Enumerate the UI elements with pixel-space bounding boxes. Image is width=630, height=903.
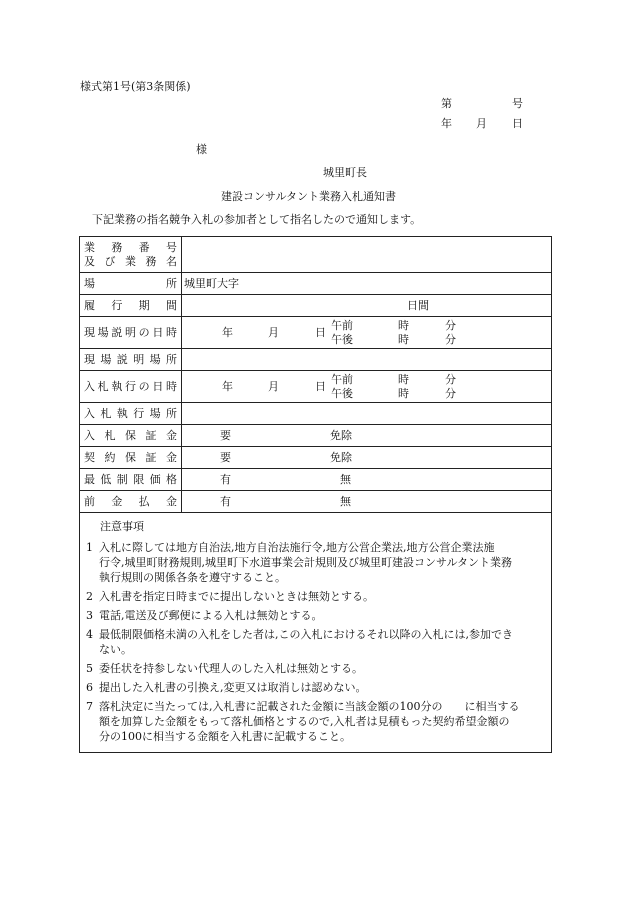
note-text: 電話,電送及び郵便による入札は無効とする。 — [99, 609, 323, 622]
table-row-work-number — [80, 237, 552, 273]
issuer-name: 城里町長 — [323, 166, 367, 179]
table-row-notes — [80, 513, 552, 753]
intro-text: 下記業務の指名競争入札の参加者として指名したので通知します。 — [92, 213, 422, 226]
place-value: 城里町大字 — [184, 277, 239, 290]
table-row-advance — [80, 491, 552, 513]
document-title: 建設コンサルタント業務入札通知書 — [221, 190, 397, 203]
briefing-place-label: 現場説明場所 — [84, 352, 177, 366]
bid-am-minute: 分 — [445, 373, 456, 386]
table-row-briefing-datetime — [80, 317, 552, 349]
note-item — [86, 680, 545, 695]
note-text: 入札書を指定日時までに提出しないときは無効とする。 — [99, 590, 374, 603]
min-price-yes[interactable]: 有 — [220, 473, 231, 486]
bid-pm-hour: 時 — [398, 387, 409, 400]
period-unit: 日間 — [407, 299, 429, 312]
note-number: 2 — [86, 590, 93, 603]
note-text: 委任状を持参しない代理人のした入札は無効とする。 — [99, 662, 363, 675]
briefing-place-value[interactable] — [182, 349, 552, 371]
min-price-no[interactable]: 無 — [340, 473, 351, 486]
bid-year: 年 — [222, 380, 233, 393]
table-row-period — [80, 295, 552, 317]
table-row-place — [80, 273, 552, 295]
notes-heading: 注意事項 — [100, 520, 144, 533]
advance-no[interactable]: 無 — [340, 495, 351, 508]
bid-notice-table — [79, 236, 552, 753]
briefing-pm: 午後 — [331, 333, 353, 346]
advance-label: 前金払金 — [84, 494, 177, 508]
contract-bond-required[interactable]: 要 — [220, 451, 231, 464]
bid-bond-label: 入札保証金 — [84, 428, 177, 442]
bid-pm: 午後 — [331, 387, 353, 400]
date-day: 日 — [512, 117, 523, 130]
date-month: 月 — [476, 117, 487, 130]
advance-yes[interactable]: 有 — [220, 495, 231, 508]
place-label: 場所 — [84, 276, 177, 290]
bid-pm-minute: 分 — [445, 387, 456, 400]
bid-am: 午前 — [331, 373, 353, 386]
briefing-day: 日 — [315, 326, 326, 339]
table-row-contract-bond — [80, 447, 552, 469]
note-number: 4 — [86, 628, 93, 641]
note-text: 最低制限価格未満の入札をした者は,この入札におけるそれ以降の入札には,参加でき ない。 — [99, 628, 513, 656]
form-number-label: 様式第1号(第3条関係) — [80, 80, 191, 93]
note-item — [86, 589, 545, 604]
briefing-year: 年 — [222, 326, 233, 339]
briefing-am-minute: 分 — [445, 319, 456, 332]
note-text: 提出した入札書の引換え,変更又は取消しは認めない。 — [99, 681, 367, 694]
min-price-label: 最低制限価格 — [84, 472, 177, 486]
bid-day: 日 — [315, 380, 326, 393]
work-number-value[interactable] — [182, 237, 552, 273]
period-label: 履行期間 — [84, 298, 177, 312]
note-item — [86, 699, 545, 744]
table-row-min-price — [80, 469, 552, 491]
contract-bond-exempt[interactable]: 免除 — [330, 451, 352, 464]
briefing-datetime-label: 現場説明の日時 — [84, 325, 177, 339]
bid-place-value[interactable] — [182, 403, 552, 425]
briefing-am-hour: 時 — [398, 319, 409, 332]
briefing-am: 午前 — [331, 319, 353, 332]
bid-place-label: 入札執行場所 — [84, 406, 177, 420]
table-row-bid-datetime — [80, 371, 552, 403]
document-number-dai: 第 — [441, 97, 452, 110]
work-name-label: 及び業務名 — [84, 254, 177, 268]
note-item — [86, 608, 545, 623]
date-year: 年 — [441, 117, 452, 130]
note-number: 7 — [86, 700, 93, 713]
note-item — [86, 540, 545, 585]
note-item — [86, 661, 545, 676]
table-row-briefing-place — [80, 349, 552, 371]
work-number-label: 業務番号 — [84, 240, 177, 254]
note-number: 1 — [86, 541, 93, 554]
table-row-bid-bond — [80, 425, 552, 447]
bid-am-hour: 時 — [398, 373, 409, 386]
note-number: 6 — [86, 681, 93, 694]
bid-bond-required[interactable]: 要 — [220, 429, 231, 442]
contract-bond-label: 契約保証金 — [84, 450, 177, 464]
note-item — [86, 627, 545, 657]
note-text: 落札決定に当たっては,入札書に記載された金額に当該金額の100分の に相当する 額を加算した金額をもって落札価格とするので,入札者は見積もった契約希望金額の 分の100に相当する金額を入札書に記載すること。 — [99, 700, 520, 743]
addressee-honorific: 様 — [196, 143, 207, 156]
notes-section — [80, 513, 552, 753]
note-number: 3 — [86, 609, 93, 622]
note-number: 5 — [86, 662, 93, 675]
briefing-pm-minute: 分 — [445, 333, 456, 346]
document-number-go: 号 — [512, 97, 523, 110]
briefing-pm-hour: 時 — [398, 333, 409, 346]
table-row-bid-place — [80, 403, 552, 425]
bid-datetime-label: 入札執行の日時 — [84, 379, 177, 393]
bid-month: 月 — [268, 380, 279, 393]
briefing-month: 月 — [268, 326, 279, 339]
bid-bond-exempt[interactable]: 免除 — [330, 429, 352, 442]
note-text: 入札に際しては地方自治法,地方自治法施行令,地方公営企業法,地方公営企業法施 行令,城里町財務規則,城里町下水道事業会計規則及び城里町建設コンサルタント業務 執行規則の関係各条を遵守すること。 — [99, 541, 513, 584]
